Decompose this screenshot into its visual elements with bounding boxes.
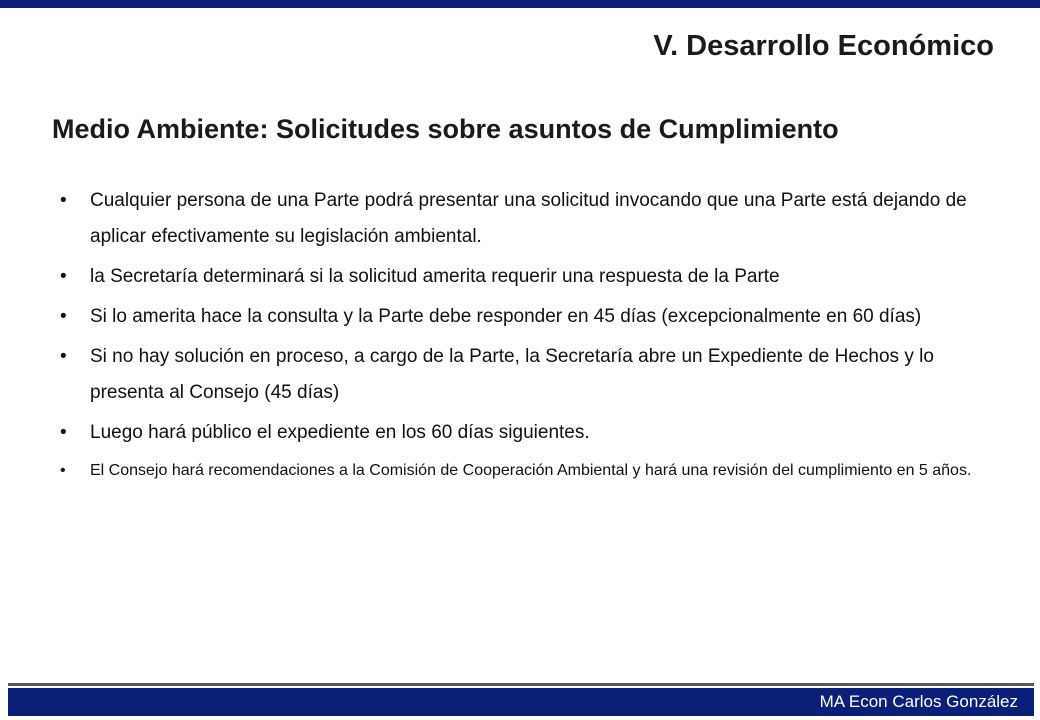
- bullet-icon: •: [60, 346, 67, 367]
- bullet-icon: •: [60, 306, 67, 327]
- bullet-item: [58, 259, 988, 295]
- bullet-text: El Consejo hará recomendaciones a la Comisión de Cooperación Ambiental y hará una revisión del cumplimiento en 5 años.: [90, 462, 972, 479]
- section-title: V. Desarrollo Económico: [653, 30, 994, 62]
- bullet-item: [58, 183, 988, 255]
- bullet-icon: •: [60, 462, 66, 479]
- bullet-text: la Secretaría determinará si la solicitud amerita requerir una respuesta de la Parte: [90, 266, 780, 287]
- bullet-list: [58, 183, 988, 491]
- bullet-item: [58, 455, 988, 487]
- footer-bar: [8, 688, 1034, 716]
- bullet-item: [58, 339, 988, 411]
- bullet-text: Luego hará público el expediente en los 60 días siguientes.: [90, 422, 590, 443]
- bullet-icon: •: [60, 422, 67, 443]
- bullet-item: [58, 415, 988, 451]
- top-bar: [0, 0, 1040, 8]
- footer-author: MA Econ Carlos González: [819, 692, 1018, 711]
- bullet-icon: •: [60, 190, 67, 211]
- footer-rule: [8, 683, 1034, 686]
- bullet-text: Cualquier persona de una Parte podrá presentar una solicitud invocando que una Parte está dejando de aplicar efectivamente su legislación ambiental.: [90, 190, 967, 247]
- bullet-text: Si no hay solución en proceso, a cargo de la Parte, la Secretaría abre un Expediente de Hechos y lo presenta al Consejo (45 días): [90, 346, 934, 403]
- bullet-icon: •: [60, 266, 67, 287]
- bullet-item: [58, 299, 988, 335]
- slide-title: Medio Ambiente: Solicitudes sobre asuntos de Cumplimiento: [52, 114, 839, 144]
- bullet-text: Si lo amerita hace la consulta y la Parte debe responder en 45 días (excepcionalmente en 60 días): [90, 306, 922, 327]
